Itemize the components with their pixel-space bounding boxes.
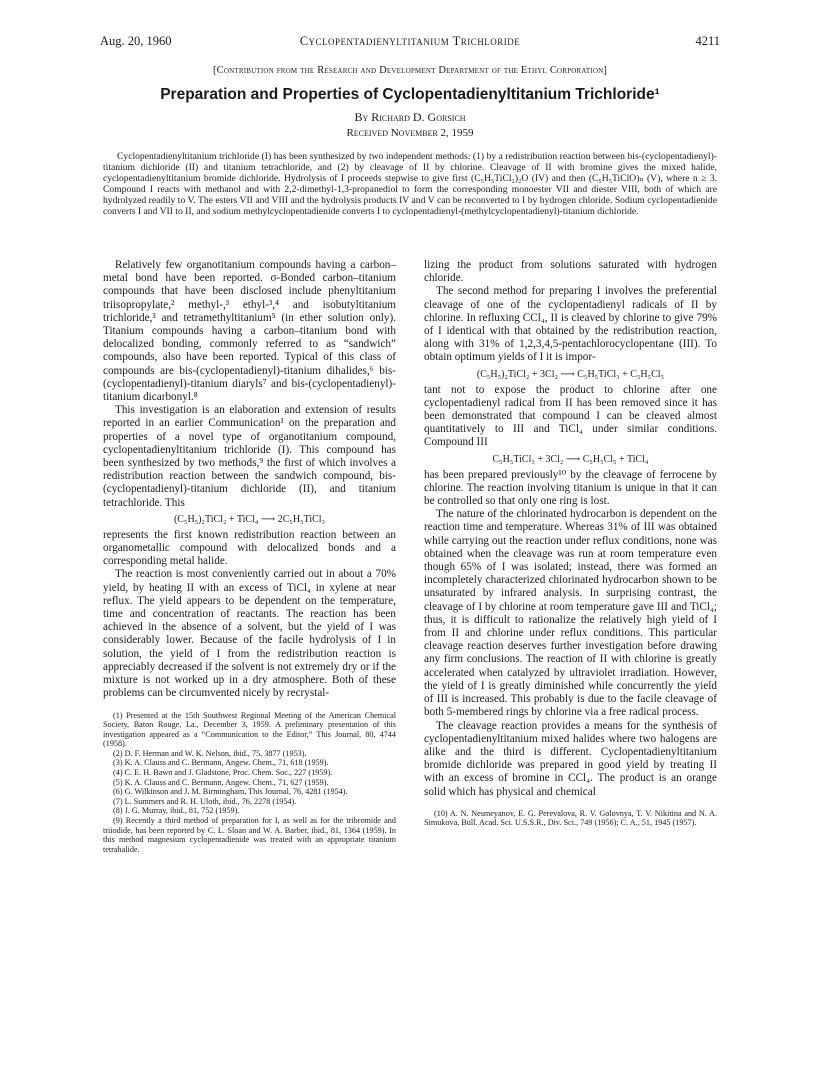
body-paragraph: Relatively few organotitanium compounds having a carbon–metal bond have been reported. σ-Bonded carbon–titanium compounds that have been disclosed include phenyltitanium triisopropylate,² methyl-,³ ethyl-³,⁴ and isobutyltitanium trichloride,³ and tetramethyltitanium⁵ (in ether solution only). Titanium compounds having a carbon–titanium bond with delocalized bonding, commonly referred to as “sandwich” compounds, also have been reported. Typical of this class of compounds are bis-(cyclopentadienyl)-titanium dihalides,⁶ bis-(cyclopentadienyl)-titanium diaryls⁷ and bis-(cyclopentadienyl)-titanium dicarbonyl.⁸ xyxy=(103,259,396,404)
footnotes-left xyxy=(103,711,396,855)
equation-redistribution: (C₅H₅)₂TiCl₂ + TiCl₄ ⟶ 2C₅H₅TiCl₃ xyxy=(173,513,326,525)
article-title: Preparation and Properties of Cyclopentadienyltitanium Trichloride¹ xyxy=(160,86,660,103)
body-paragraph: This investigation is an elaboration and extension of results reported in an earlier Communication¹ on the preparation and properties of a novel type of organotitanium compound, cyclopentadienyltitanium trichloride (I). This compound has been synthesized by two methods,⁹ the first of which involves a redistribution reaction between the sandwich compound, bis-(cyclopentadienyl)-titanium dichloride (II), and titanium tetrachloride. This xyxy=(103,404,396,509)
body-paragraph: The reaction is most conveniently carried out in about a 70% yield, by heating II with an excess of TiCl₄ in xylene at near reflux. The yield appears to be dependent on the temperature, time and concentration of reactants. The reaction has been achieved in the absence of a solvent, but the yield of I was considerably lower. Because of the facile hydrolysis of I in solution, the yield of I from the redistribution reaction is appreciably decreased if the solvent is not extremely dry or if the mixture is not worked up in a dry atmosphere. Both of these problems can be circumvented nicely by recrystal- xyxy=(103,568,396,700)
footnote: (9) Recently a third method of preparation for I, as well as for the tribromide and triiodide, has been reported by C. L. Sloan and W. A. Barber, ibid., 81, 1364 (1959). In this method magnesium cyclopentadienide was treated with an appropriate titanium tetrahalide. xyxy=(103,816,396,854)
footnote-separator xyxy=(103,701,396,707)
footnote: (8) J. G. Murray, ibid., 81, 752 (1959). xyxy=(113,806,240,816)
footnote: (5) K. A. Clauss and C. Bermann, Angew. Chem., 71, 627 (1959). xyxy=(113,777,329,787)
body-paragraph: represents the first known redistribution reaction between an organometallic compound with delocalized bonds and a corresponding metal halide. xyxy=(103,528,396,568)
body-paragraph: has been prepared previously¹⁰ by the cleavage of ferrocene by chlorine. The reaction involving titanium is unique in that it can be controlled so that only one ring is lost. xyxy=(424,468,717,508)
header-page-number: 4211 xyxy=(695,34,720,48)
footnote: (10) A. N. Nesmeyanov, E. G. Perevalova, R. V. Golovnya, T. V. Nikitina and N. A. Simukova, Bull. Acad. Sci. U.S.S.R., Div. Sci., 749 (1956); C. A., 51, 1945 (1957). xyxy=(424,808,717,828)
body-paragraph: The second method for preparing I involves the preferential cleavage of one of the cyclopentadienyl radicals of II by chlorine. In refluxing CCl₄, II is cleaved by chlorine to give 79% of I identical with that obtained by the redistribution reaction, along with 31% of 1,2,3,4,5-pentachlorocyclopentane (III). To obtain optimum yields of I it is impor- xyxy=(424,285,717,364)
footnotes-right xyxy=(424,809,717,828)
left-column xyxy=(103,259,396,854)
footnote: (7) L. Summers and R. H. Uloth, ibid., 76, 2278 (1954). xyxy=(113,796,297,806)
body-paragraph: tant not to expose the product to chlorine after one cyclopentadienyl radical from II has been removed since it has been demonstrated that compound I can be cleaved almost quantitatively to III and TiCl₄ under similar conditions. Compound III xyxy=(424,383,717,449)
header-running-title: Cyclopentadienyltitanium Trichloride xyxy=(299,34,521,48)
body-paragraph: The nature of the chlorinated hydrocarbon is dependent on the reaction time and temperature. Whereas 31% of III was obtained while carrying out the reaction under reflux conditions, none was obtained when the cleavage was run at room temperature even though 65% of I was isolated; instead, there was formed an incompletely characterized chlorinated hydrocarbon shown to be unsaturated by infrared analysis. In surprising contrast, the cleavage of I by chlorine at room temperature gave III and TiCl₄; thus, it is difficult to rationalize the relatively high yield of I from II and chlorine under reflux conditions. This particular cleavage reaction deserves further investigation before drawing any firm conclusions. The reaction of II with chlorine is greatly accelerated when catalyzed by ultraviolet irradiation. However, the yield of I is greatly diminished while concurrently the yield of III is increased. This probably is due to the facile cleavage of both 5-membered rings by chlorine via a free radical process. xyxy=(424,508,717,719)
received-date: Received November 2, 1959 xyxy=(346,127,474,139)
contribution-line: [Contribution from the Research and Development Department of the Ethyl Corporation] xyxy=(212,65,608,76)
footnote: (6) G. Wilkinson and J. M. Birmingham, This Journal, 76, 4281 (1954). xyxy=(113,787,348,797)
running-head xyxy=(100,34,720,50)
footnote: (3) K. A. Clauss and C. Bermann, Angew. Chem., 71, 618 (1959). xyxy=(113,758,329,768)
equation-cleavage-I: C₅H₅TiCl₃ + 3Cl₂ ⟶ C₅H₅Cl₅ + TiCl₄ xyxy=(492,453,649,465)
author-line: By Richard D. Gorsich xyxy=(354,110,466,124)
footnote-separator xyxy=(424,799,717,805)
equation-cleavage-II: (C₅H₅)₂TiCl₂ + 3Cl₂ ⟶ C₅H₅TiCl₃ + C₅H₅Cl₅ xyxy=(476,368,665,380)
header-date: Aug. 20, 1960 xyxy=(100,34,172,48)
abstract: Cyclopentadienyltitanium trichloride (I) has been synthesized by two independent methods: (1) by a redistribution reaction between bis-(cyclopentadienyl)-titanium dichloride (II) and titanium tetrachloride, and (2) by cleavage of II by chlorine. Cleavage of II with bromine gives the mixed halide, cyclopentadienyltitanium bromide dichloride. Hydrolysis of I proceeds stepwise to give first (C₅H₅TiCl₂)₂O (IV) and then (C₅H₅TiClO)ₙ (V), where n ≥ 3. Compound I reacts with methanol and with 2,2-dimethyl-1,3-propanediol to form the corresponding monoester VII and diester VIII, both of which are hydrolyzed readily to V. The esters VII and VIII and the hydrolysis products IV and V can be reconverted to I by hydrogen chloride. Sodium cyclopentadienide converts I and VII to II, and sodium methylcyclopentadienide converts I to cyclopentadienyl-(methylcyclopentadienyl)-titanium dichloride. xyxy=(103,151,717,217)
body-paragraph: The cleavage reaction provides a means for the synthesis of cyclopentadienyltitanium mixed halides where two halogens are alike and the third is different. Cyclopentadienyltitanium bromide dichloride was prepared in good yield by treating II with an excess of bromine in CCl₄. The product is an orange solid which has physical and chemical xyxy=(424,719,717,798)
footnote: (4) C. E. H. Bawn and J. Gladstone, Proc. Chem. Soc., 227 (1959). xyxy=(113,768,333,778)
right-column xyxy=(424,259,717,828)
footnote: (2) D. F. Herman and W. K. Nelson, ibid., 75, 3877 (1953). xyxy=(113,748,307,758)
body-paragraph: lizing the product from solutions saturated with hydrogen chloride. xyxy=(424,259,717,285)
footnote: (1) Presented at the 15th Southwest Regional Meeting of the American Chemical Society, Baton Rouge, La., December 3, 1959. A preliminary presentation of this investigation appeared as a “Communication to the Editor,” This Journal, 80, 4744 (1958). xyxy=(103,710,396,749)
